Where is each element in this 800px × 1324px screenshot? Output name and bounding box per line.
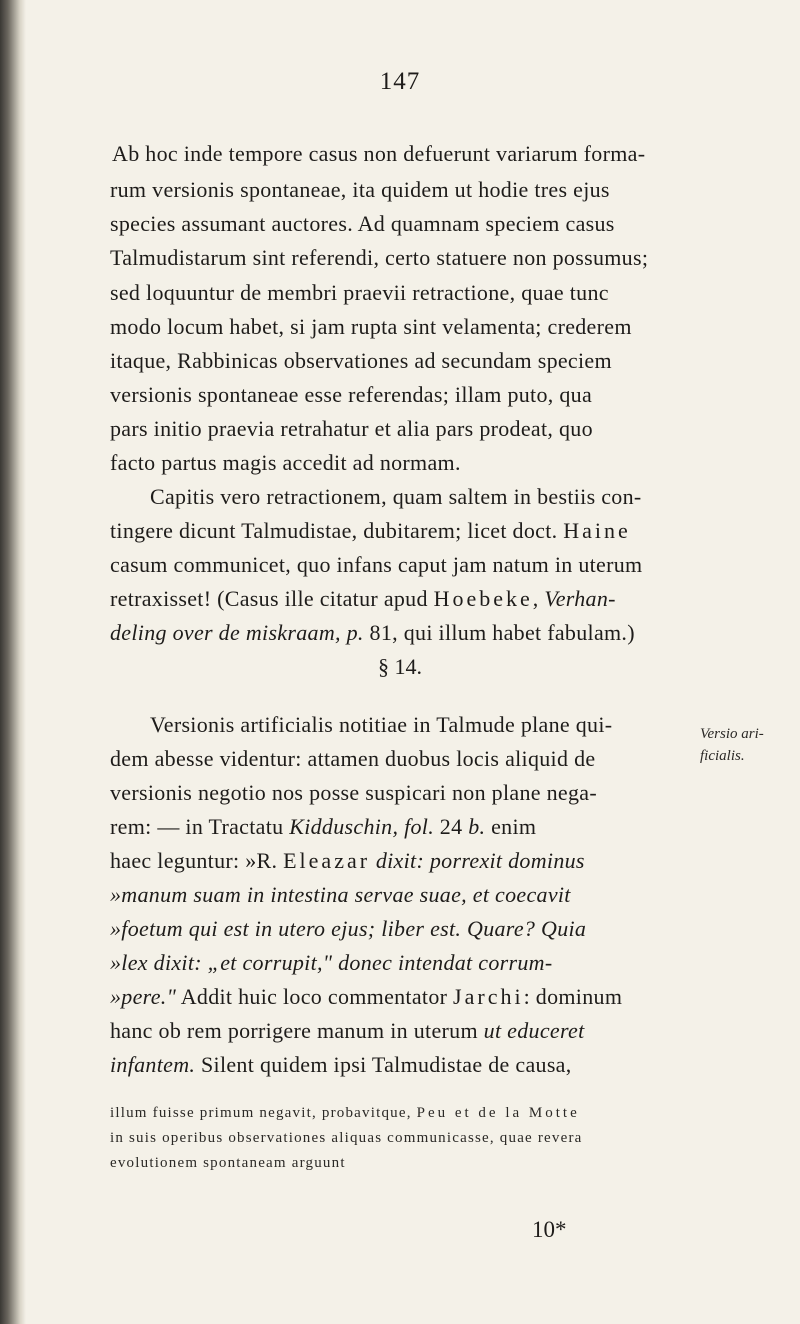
text-line: dem abesse videntur: attamen duobus locis aliquid de — [110, 746, 596, 771]
text-line: versionis spontaneae esse referendas; illam puto, qua — [110, 382, 593, 407]
footnote-line: evolutionem spontaneam arguunt — [110, 1155, 346, 1171]
text-line: species assumant auctores. Ad quamnam speciem casus — [110, 211, 615, 236]
text-line: rum versionis spontaneae, ita quidem ut hodie tres ejus — [110, 177, 610, 202]
text-line: deling over de miskraam, p. 81, qui illum habet fabulam.) — [110, 620, 635, 645]
text-line: itaque, Rabbinicas observationes ad secundam speciem — [110, 348, 612, 373]
text-line: »lex dixit: „et corrupit," donec intendat corrum- — [110, 950, 553, 975]
text-line: »foetum qui est in utero ejus; liber est. Quare? Quia — [110, 916, 587, 941]
footnote-line: in suis operibus observationes aliquas communicasse, quae revera — [110, 1130, 583, 1146]
text-line: pars initio praevia retrahatur et alia pars prodeat, quo — [110, 416, 593, 441]
margin-note-line: Versio ari- — [700, 726, 764, 742]
text-line: modo locum habet, si jam rupta sint velamenta; crederem — [110, 314, 632, 339]
text-line: »manum suam in intestina servae suae, et coecavit — [110, 882, 571, 907]
author-name: Hoebeke — [433, 586, 533, 611]
tractate-title: Kidduschin, fol. — [289, 814, 434, 839]
text-line: rem: — in Tractatu Kidduschin, fol. 24 b. enim — [110, 814, 537, 839]
text-line: retraxisset! (Casus ille citatur apud Hoebeke, Verhan- — [110, 586, 616, 611]
text-line: Versionis artificialis notitiae in Talmude plane qui- — [150, 712, 613, 737]
commentator-name: Jarchi — [453, 984, 524, 1009]
author-name: Haine — [563, 518, 631, 543]
footnote-line: illum fuisse primum negavit, probavitque, Peu et de la Motte — [110, 1105, 580, 1121]
text-line: casum communicet, quo infans caput jam natum in uterum — [110, 552, 643, 577]
section-heading: § 14. — [378, 654, 422, 679]
text-line: Talmudistarum sint referendi, certo statuere non possumus; — [110, 245, 649, 270]
text-line: tingere dicunt Talmudistae, dubitarem; licet doct. Haine — [110, 518, 631, 543]
book-title: Verhan- — [544, 586, 616, 611]
text-line: hanc ob rem porrigere manum in uterum ut educeret — [110, 1018, 585, 1043]
text-line: sed loquuntur de membri praevii retractione, quae tunc — [110, 280, 609, 305]
rabbi-name: Eleazar — [283, 848, 371, 873]
page-number: 147 — [379, 68, 421, 95]
text-line: Ab hoc inde tempore casus non defuerunt variarum forma- — [112, 141, 646, 166]
text-line: versionis negotio nos posse suspicari non plane nega- — [110, 780, 597, 805]
text-line: »pere." Addit huic loco commentator Jarchi: dominum — [110, 984, 623, 1009]
text-line: Capitis vero retractionem, quam saltem in bestiis con- — [150, 484, 642, 509]
author-name: Peu et de la Motte — [416, 1105, 580, 1121]
text-line: infantem. Silent quidem ipsi Talmudistae de causa, — [110, 1052, 572, 1077]
signature-mark: 10* — [532, 1217, 567, 1242]
margin-note-line: ficialis. — [700, 748, 745, 764]
book-title: deling over de miskraam, p. — [110, 620, 364, 645]
text-line: facto partus magis accedit ad normam. — [110, 450, 461, 475]
text-line: haec leguntur: »R. Eleazar dixit: porrexit dominus — [110, 848, 585, 873]
